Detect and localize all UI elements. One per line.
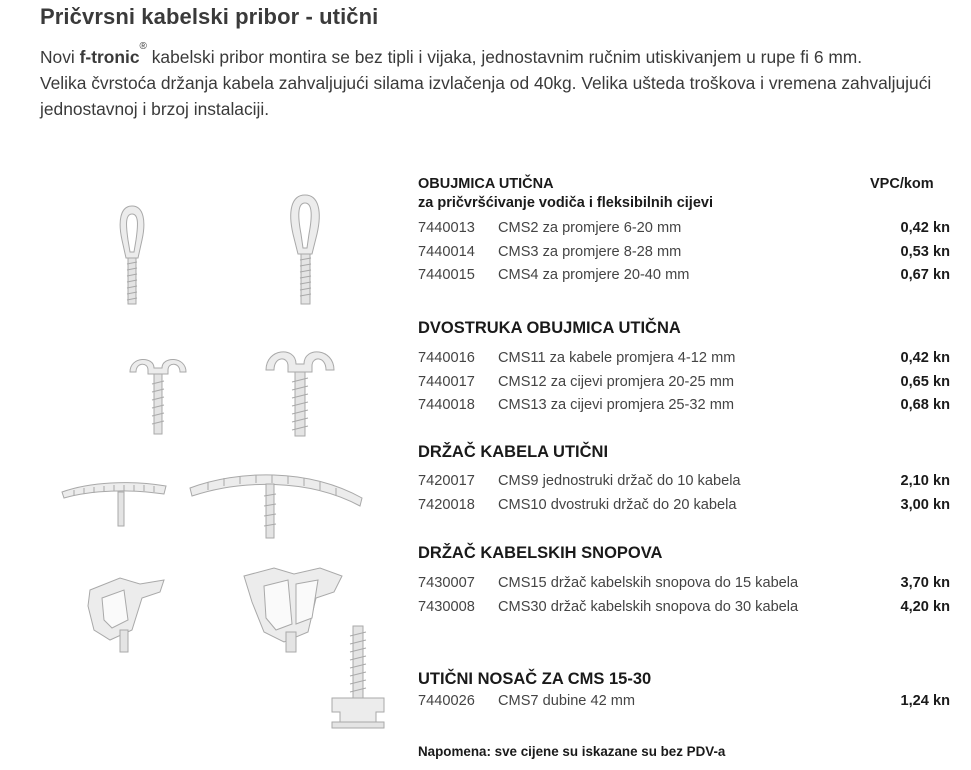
product-desc: CMS2 za promjere 6-20 mm (498, 220, 682, 236)
product-price: 2,10 kn (900, 473, 950, 489)
price-column-header: VPC/kom (870, 176, 934, 192)
product-code: 7440013 (418, 220, 475, 236)
product-desc: CMS12 za cijevi promjera 20-25 mm (498, 373, 735, 390)
product-row (418, 350, 958, 374)
product-desc: CMS30 držač kabelskih snopova do 30 kabela (498, 598, 799, 615)
product-price: 1,24 kn (900, 693, 950, 709)
intro-paragraph-1 (40, 41, 940, 70)
product-desc: CMS11 za kabele promjera 4-12 mm (498, 350, 736, 366)
product-price: 0,65 kn (900, 373, 950, 390)
section-title: DVOSTRUKA OBUJMICA UTIČNA (418, 319, 681, 337)
product-row (418, 220, 958, 244)
product-price: 0,68 kn (900, 397, 950, 413)
product-price: 3,00 kn (900, 496, 950, 513)
double-clip-cms13-image (262, 342, 338, 442)
product-code: 7440016 (418, 350, 475, 366)
section-title: DRŽAČ KABELA UTIČNI (418, 443, 609, 461)
double-clip-cms11-image (126, 350, 190, 440)
product-code: 7440017 (418, 373, 475, 390)
product-row (418, 374, 958, 398)
brand-name: f-tronic (79, 47, 140, 67)
section-obujmica-uticna (418, 176, 958, 291)
carrier-cms7-image (326, 622, 390, 734)
clip-cms2-image (112, 200, 152, 310)
product-code: 7430008 (418, 598, 475, 615)
product-desc: CMS13 za cijevi promjera 25-32 mm (498, 397, 735, 413)
product-code: 7420017 (418, 473, 475, 489)
product-price: 4,20 kn (900, 598, 950, 615)
product-price: 0,42 kn (900, 220, 950, 236)
product-code: 7420018 (418, 496, 475, 513)
section-dvostruka-obujmica (418, 319, 958, 421)
product-code: 7440018 (418, 397, 475, 413)
product-price: 0,42 kn (900, 350, 950, 366)
product-row (418, 244, 958, 268)
registered-mark: ® (139, 41, 147, 52)
section-subtitle: za pričvršćivanje vodiča i fleksibilnih cijevi (418, 195, 713, 211)
product-row (418, 497, 958, 521)
product-row (418, 575, 958, 599)
section-title: DRŽAČ KABELSKIH SNOPOVA (418, 544, 663, 562)
product-desc: CMS7 dubine 42 mm (498, 693, 636, 709)
product-images (0, 170, 410, 750)
product-desc: CMS15 držač kabelskih snopova do 15 kabela (498, 575, 799, 591)
product-row (418, 267, 958, 291)
bundle-holder-cms15-image (80, 570, 168, 656)
page-title: Pričvrsni kabelski pribor - utični (40, 4, 379, 29)
intro-text-1: kabelski pribor montira se bez tipli i vijaka, jednostavnim ručnim utiskivanjem u rupe fi 6 mm. (146, 47, 863, 67)
product-desc: CMS10 dvostruki držač do 20 kabela (498, 496, 737, 513)
product-desc: CMS4 za promjere 20-40 mm (498, 267, 690, 283)
section-uticni-nosac (418, 670, 958, 717)
intro-text (40, 41, 940, 122)
section-title: UTIČNI NOSAČ ZA CMS 15-30 (418, 670, 652, 688)
product-code: 7440014 (418, 243, 475, 260)
intro-prefix: Novi (40, 47, 80, 67)
product-row (418, 599, 958, 623)
product-row (418, 473, 958, 497)
product-code: 7440015 (418, 267, 475, 283)
product-code: 7430007 (418, 575, 475, 591)
product-desc: CMS3 za promjere 8-28 mm (498, 243, 682, 260)
product-desc: CMS9 jednostruki držač do 10 kabela (498, 473, 741, 489)
cable-holder-cms9-image (60, 472, 170, 528)
clip-cms4-image (282, 190, 328, 310)
product-row (418, 693, 958, 717)
section-drzac-kabela (418, 443, 958, 520)
section-drzac-snopova (418, 544, 958, 622)
product-code: 7440026 (418, 693, 475, 709)
section-title: OBUJMICA UTIČNA (418, 176, 554, 192)
product-price: 3,70 kn (900, 575, 950, 591)
cable-holder-cms10-image (188, 466, 366, 542)
price-footnote: Napomena: sve cijene su iskazane su bez PDV-a (418, 744, 726, 759)
product-price: 0,67 kn (900, 267, 950, 283)
product-row (418, 397, 958, 421)
product-price: 0,53 kn (900, 243, 950, 260)
intro-paragraph-2: Velika čvrstoća držanja kabela zahvaljujući silama izvlačenja od 40kg. Velika ušteda troškova i vremena zahvaljujući jednostavnoj i brzoj instalaciji. (40, 73, 932, 119)
